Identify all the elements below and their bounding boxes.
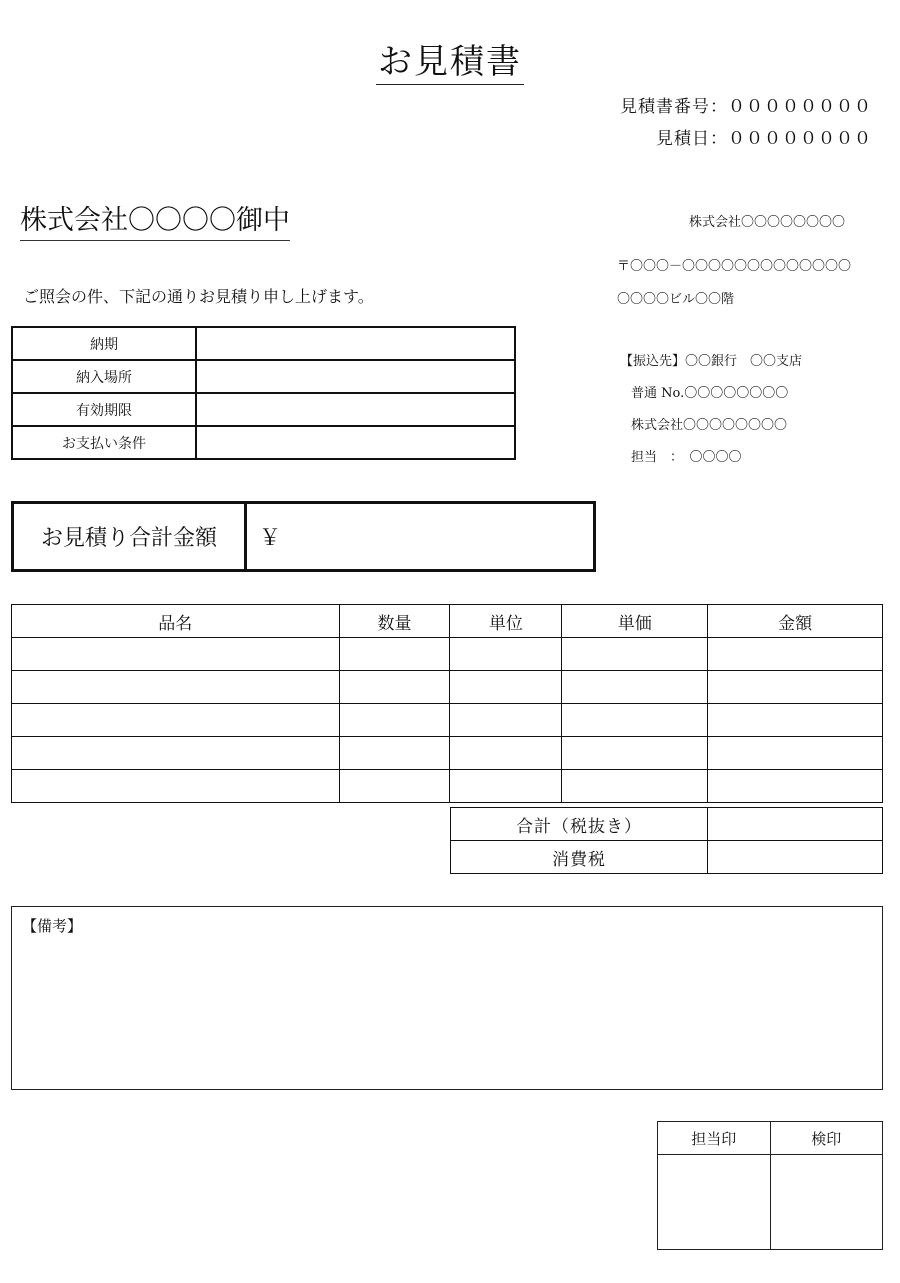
account-holder: 株式会社〇〇〇〇〇〇〇〇 (631, 418, 788, 433)
terms-table (11, 326, 516, 460)
table-row (12, 770, 883, 803)
estimate-date-label: 見積日： (656, 129, 728, 149)
remarks-box[interactable] (11, 906, 883, 1090)
stamp-row (658, 1155, 883, 1250)
terms-row (12, 327, 515, 360)
bank-info: 【振込先】〇〇銀行 〇〇支店 (620, 354, 803, 369)
estimate-date-value: ００００００００ (728, 129, 872, 149)
sender-company: 株式会社〇〇〇〇〇〇〇〇 (689, 215, 846, 230)
tax-row (451, 841, 883, 874)
subtotal-label: 合計（税抜き） (451, 808, 708, 841)
terms-label: 有効期限 (12, 393, 196, 426)
total-amount-value[interactable]: ￥ (259, 526, 282, 551)
unit-price-cell[interactable] (562, 770, 708, 803)
table-row (12, 737, 883, 770)
header-unit-price: 単価 (562, 605, 708, 638)
table-row (12, 638, 883, 671)
terms-value[interactable] (196, 426, 515, 459)
stamp-table (657, 1121, 883, 1250)
tax-label: 消費税 (451, 841, 708, 874)
amount-cell[interactable] (708, 638, 883, 671)
sender-contact: 担当 ： 〇〇〇〇 (631, 450, 742, 465)
unit-cell[interactable] (450, 770, 562, 803)
estimate-number (620, 92, 872, 117)
unit-price-cell[interactable] (562, 737, 708, 770)
table-row (12, 671, 883, 704)
unit-price-cell[interactable] (562, 704, 708, 737)
stamp-header-row (658, 1122, 883, 1155)
total-amount-box (11, 501, 596, 572)
staff-stamp-label: 担当印 (658, 1122, 771, 1155)
amount-cell[interactable] (708, 671, 883, 704)
unit-cell[interactable] (450, 704, 562, 737)
total-amount-label: お見積り合計金額 (14, 504, 247, 569)
subtotal-value[interactable] (708, 808, 883, 841)
intro-text: ご照会の件、下記の通りお見積り申し上げます。 (23, 287, 374, 306)
sender-building: 〇〇〇〇ビル〇〇階 (617, 292, 735, 307)
client-name: 株式会社〇〇〇〇御中 (20, 198, 290, 241)
bank-account: 普通 No.〇〇〇〇〇〇〇〇 (631, 386, 789, 401)
terms-row (12, 393, 515, 426)
unit-cell[interactable] (450, 638, 562, 671)
header-item-name: 品名 (12, 605, 340, 638)
terms-label: 納期 (12, 327, 196, 360)
header-amount: 金額 (708, 605, 883, 638)
header-quantity: 数量 (339, 605, 450, 638)
item-name-cell[interactable] (12, 737, 340, 770)
unit-cell[interactable] (450, 671, 562, 704)
inspection-stamp-area[interactable] (770, 1155, 883, 1250)
terms-value[interactable] (196, 393, 515, 426)
terms-value[interactable] (196, 327, 515, 360)
tax-value[interactable] (708, 841, 883, 874)
inspection-stamp-label: 検印 (770, 1122, 883, 1155)
table-row (12, 704, 883, 737)
estimate-number-value: ００００００００ (728, 97, 872, 117)
terms-label: お支払い条件 (12, 426, 196, 459)
quantity-cell[interactable] (339, 704, 450, 737)
summary-table (450, 807, 883, 874)
quantity-cell[interactable] (339, 737, 450, 770)
amount-cell[interactable] (708, 770, 883, 803)
terms-label: 納入場所 (12, 360, 196, 393)
item-name-cell[interactable] (12, 671, 340, 704)
subtotal-row (451, 808, 883, 841)
unit-cell[interactable] (450, 737, 562, 770)
amount-cell[interactable] (708, 737, 883, 770)
unit-price-cell[interactable] (562, 638, 708, 671)
sender-postal: 〒〇〇〇－〇〇〇〇〇〇〇〇〇〇〇〇〇 (617, 259, 852, 274)
staff-stamp-area[interactable] (658, 1155, 771, 1250)
item-name-cell[interactable] (12, 638, 340, 671)
unit-price-cell[interactable] (562, 671, 708, 704)
quantity-cell[interactable] (339, 671, 450, 704)
estimate-number-label: 見積書番号： (620, 97, 728, 117)
estimate-date (656, 124, 872, 149)
items-table (11, 604, 883, 803)
terms-value[interactable] (196, 360, 515, 393)
document-title: お見積書 (0, 34, 900, 83)
terms-row (12, 360, 515, 393)
items-header-row (12, 605, 883, 638)
amount-cell[interactable] (708, 704, 883, 737)
item-name-cell[interactable] (12, 770, 340, 803)
quantity-cell[interactable] (339, 638, 450, 671)
terms-row (12, 426, 515, 459)
item-name-cell[interactable] (12, 704, 340, 737)
quantity-cell[interactable] (339, 770, 450, 803)
remarks-label: 【備考】 (22, 917, 83, 935)
header-unit: 単位 (450, 605, 562, 638)
